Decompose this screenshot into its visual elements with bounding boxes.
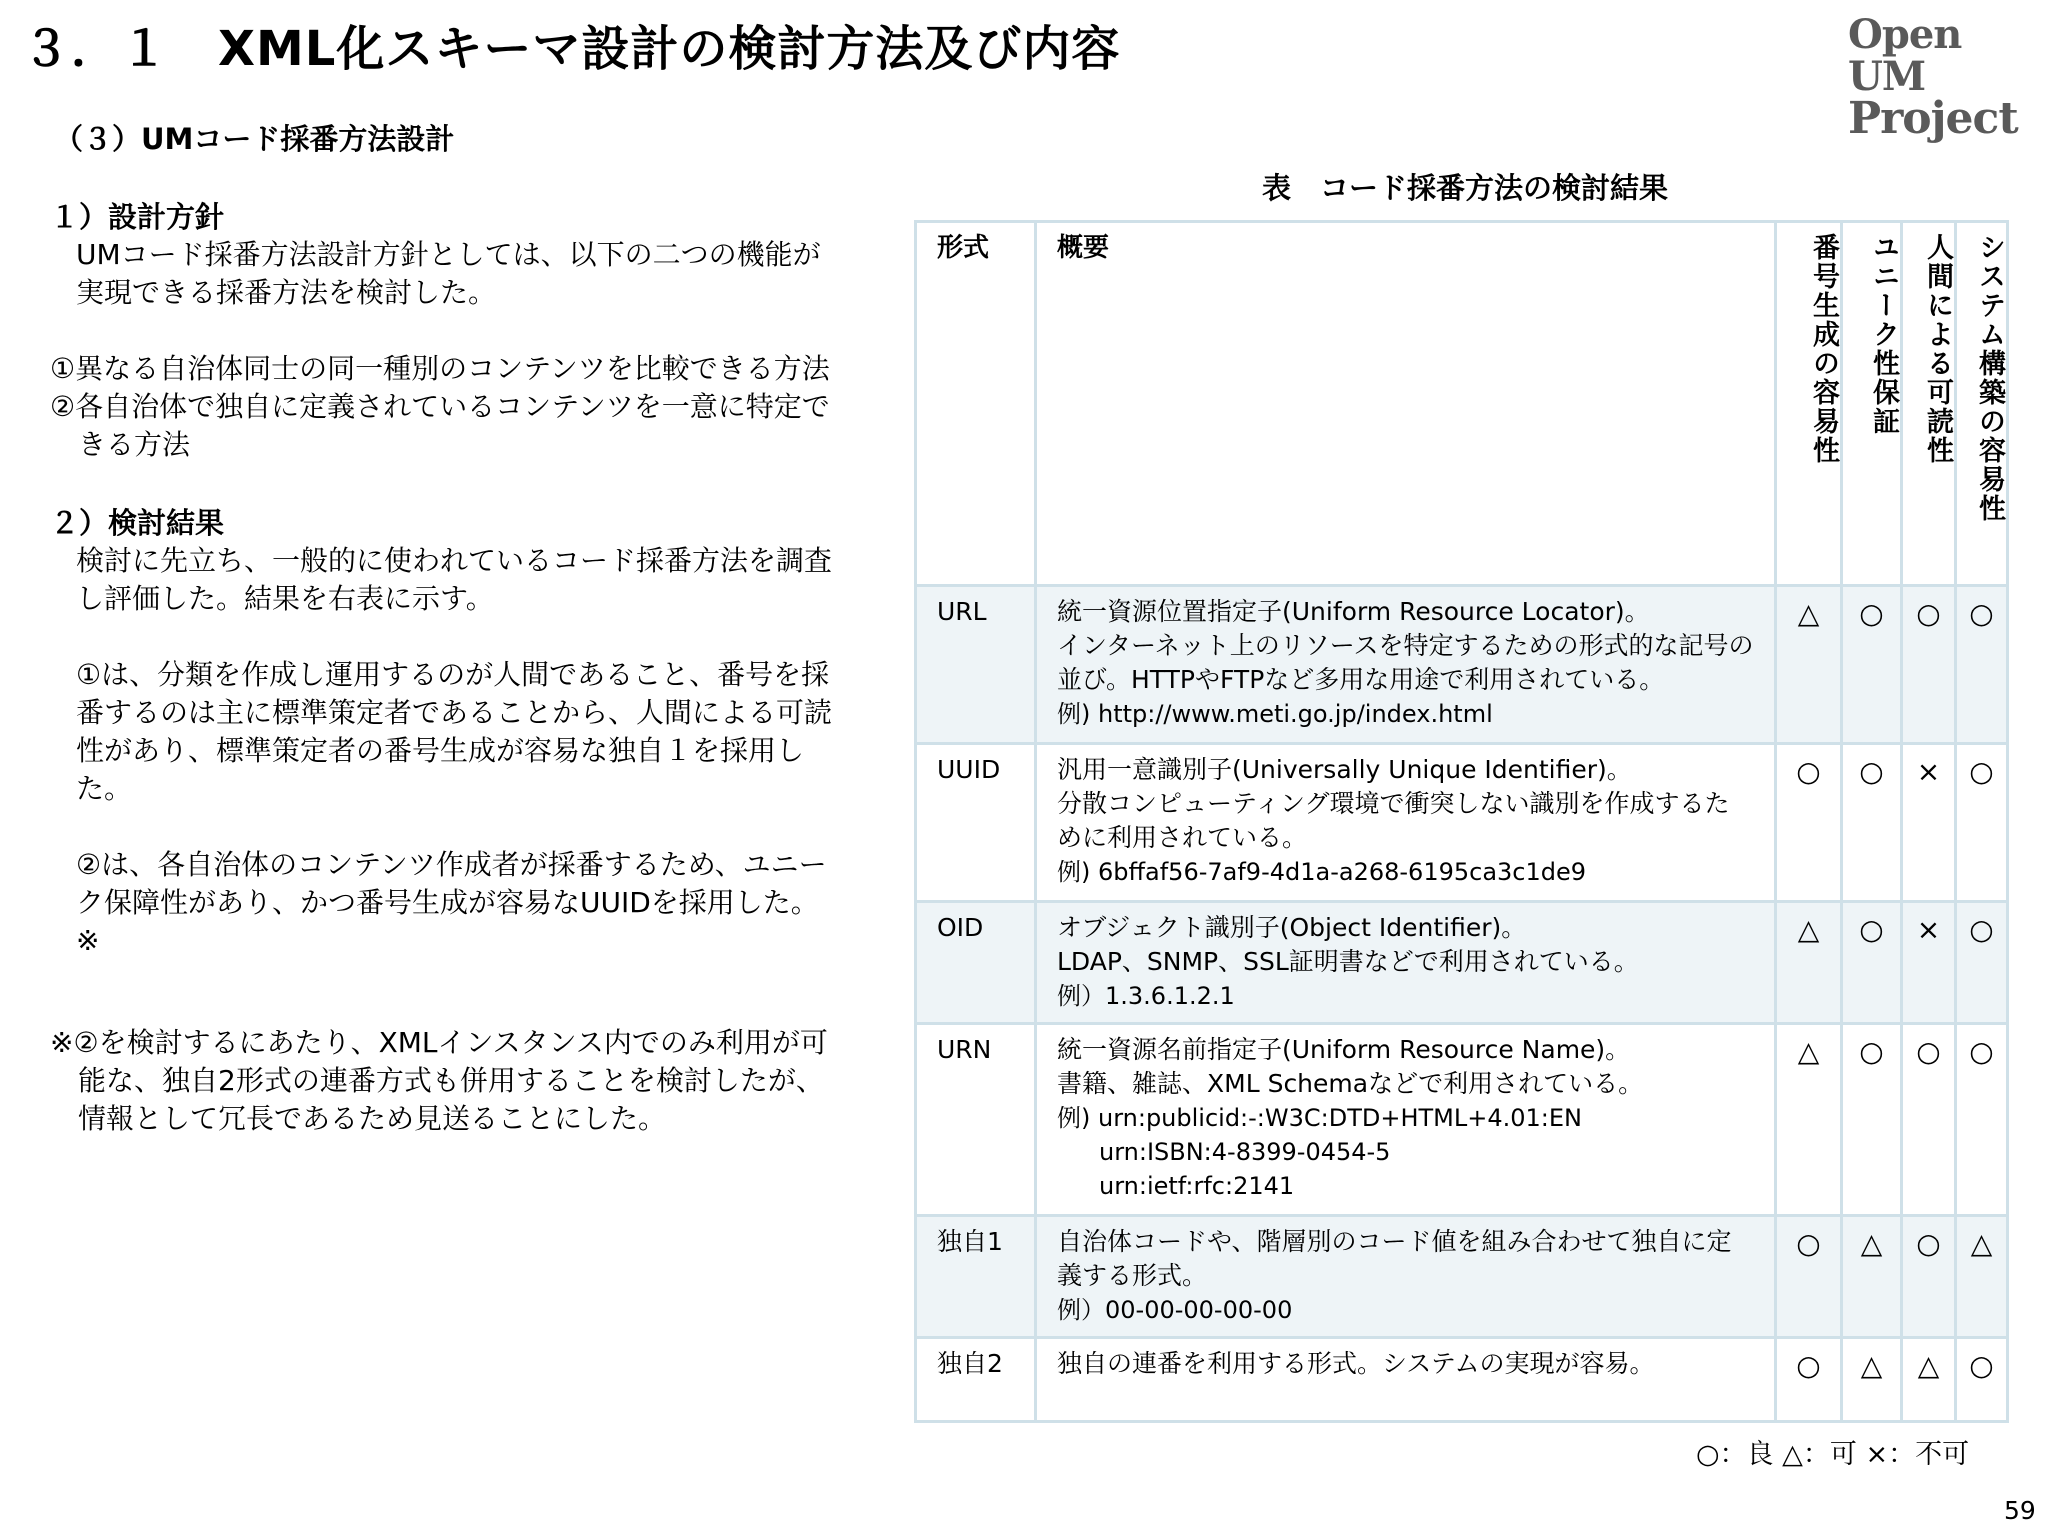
logo-line2: Project — [1848, 93, 2018, 144]
header-readability: 人間による可読性 — [1902, 222, 1956, 586]
summary-line: 統一資源位置指定子(Uniform Resource Locator)。 — [1057, 597, 1650, 626]
left-column — [50, 120, 840, 1138]
rating-mark: × — [1902, 902, 1956, 1024]
table-row — [916, 1338, 2008, 1422]
rating-mark: ○ — [1842, 1024, 1902, 1216]
example-line: 例) http://www.meti.go.jp/index.html — [1057, 700, 1493, 728]
format-cell: 独自2 — [916, 1338, 1036, 1422]
format-cell: OID — [916, 902, 1036, 1024]
rating-mark: ○ — [1902, 586, 1956, 744]
header-format: 形式 — [916, 222, 1036, 586]
summary-cell — [1036, 1024, 1776, 1216]
summary-line: 自治体コードや、階層別のコード値を組み合わせて独自に定義する形式。 — [1057, 1227, 1732, 1290]
example-line: 例）00-00-00-00-00 — [1057, 1296, 1293, 1324]
legend: ○：良 △：可 ×：不可 — [1696, 1439, 1970, 1470]
table-header-row — [916, 222, 2008, 586]
format-cell: 独自1 — [916, 1216, 1036, 1338]
summary-cell — [1036, 586, 1776, 744]
format-cell: URL — [916, 586, 1036, 744]
rating-mark: ○ — [1902, 1216, 1956, 1338]
rating-mark: ○ — [1956, 1338, 2008, 1422]
rating-mark: ○ — [1776, 1338, 1842, 1422]
rating-mark: ○ — [1956, 902, 2008, 1024]
rating-mark: △ — [1842, 1216, 1902, 1338]
rating-mark: ○ — [1956, 586, 2008, 744]
logo-line1: Open UM — [1848, 11, 1962, 100]
rating-mark: × — [1902, 744, 1956, 902]
rating-mark: △ — [1776, 586, 1842, 744]
page-number: 59 — [2004, 1496, 2036, 1525]
table-row — [916, 902, 2008, 1024]
rating-mark: ○ — [1842, 586, 1902, 744]
example-line: 例) urn:publicid:-:W3C:DTD+HTML+4.01:EN — [1057, 1104, 1582, 1132]
paragraph-1: ①は、分類を作成し運用するのが人間であること、番号を採番するのは主に標準策定者であることから、人間による可読性があり、標準策定者の番号生成が容易な独自１を採用した。 — [76, 658, 833, 805]
result-heading: ２）検討結果 — [50, 506, 225, 540]
paragraph-2: ②は、各自治体のコンテンツ作成者が採番するため、ユニーク保障性があり、かつ番号生成が容易なUUIDを採用した。※ — [76, 848, 827, 957]
section-heading: （３）UMコード採番方法設計 — [54, 122, 455, 156]
summary-line: インターネット上のリソースを特定するための形式的な記号の並び。HTTPやFTPなど多用な用途で利用されている。 — [1057, 631, 1754, 694]
summary-line: オブジェクト識別子(Object Identifier)。 — [1057, 913, 1527, 942]
item-2: ②各自治体で独自に定義されているコンテンツを一意に特定できる方法 — [50, 390, 830, 461]
example-line: urn:ISBN:4-8399-0454-5 — [1099, 1138, 1391, 1166]
summary-line: LDAP、SNMP、SSL証明書などで利用されている。 — [1057, 947, 1639, 976]
header-system-ease: システム構築の容易性 — [1956, 222, 2008, 586]
rating-mark: ○ — [1776, 1216, 1842, 1338]
table-row — [916, 586, 2008, 744]
open-um-project-logo — [1848, 11, 2038, 144]
item-1: ①異なる自治体同士の同一種別のコンテンツを比較できる方法 — [50, 352, 830, 385]
format-cell: URN — [916, 1024, 1036, 1216]
rating-mark: ○ — [1902, 1024, 1956, 1216]
footnote: ※②を検討するにあたり、XMLインスタンス内でのみ利用が可能な、独自2形式の連番方式も併用することを検討したが、情報として冗長であるため見送ることにした。 — [50, 1026, 828, 1135]
summary-line: 書籍、雑誌、XML Schemaなどで利用されている。 — [1057, 1069, 1644, 1098]
policy-heading: １）設計方針 — [50, 200, 225, 234]
table-row — [916, 1216, 2008, 1338]
summary-line: 統一資源名前指定子(Uniform Resource Name)。 — [1057, 1035, 1631, 1064]
header-summary: 概要 — [1036, 222, 1776, 586]
rating-mark: ○ — [1842, 744, 1902, 902]
rating-mark: △ — [1842, 1338, 1902, 1422]
summary-line: 汎用一意識別子(Universally Unique Identifier)。 — [1057, 755, 1632, 784]
rating-mark: △ — [1956, 1216, 2008, 1338]
rating-mark: ○ — [1842, 902, 1902, 1024]
header-uniqueness: ユニーク性保証 — [1842, 222, 1902, 586]
example-line: urn:ietf:rfc:2141 — [1099, 1172, 1295, 1200]
summary-cell — [1036, 744, 1776, 902]
policy-text: UMコード採番方法設計方針としては、以下の二つの機能が実現できる採番方法を検討した。 — [76, 238, 821, 309]
summary-line: 独自の連番を利用する形式。システムの実現が容易。 — [1057, 1349, 1655, 1378]
page-title: ３．１ XML化スキーマ設計の検討方法及び内容 — [22, 21, 1121, 77]
summary-cell — [1036, 1338, 1776, 1422]
summary-cell — [1036, 902, 1776, 1024]
rating-mark: ○ — [1956, 744, 2008, 902]
rating-mark: △ — [1776, 902, 1842, 1024]
table-caption: 表 コード採番方法の検討結果 — [1262, 171, 1669, 205]
rating-mark: △ — [1776, 1024, 1842, 1216]
rating-mark: ○ — [1776, 744, 1842, 902]
header-generation-ease: 番号生成の容易性 — [1776, 222, 1842, 586]
rating-mark: ○ — [1956, 1024, 2008, 1216]
example-line: 例) 6bffaf56-7af9-4d1a-a268-6195ca3c1de9 — [1057, 858, 1587, 886]
result-text: 検討に先立ち、一般的に使われているコード採番方法を調査し評価した。結果を右表に示す。 — [76, 544, 833, 615]
table-row — [916, 1024, 2008, 1216]
evaluation-table — [914, 220, 2009, 1423]
summary-line: 分散コンピューティング環境で衝突しない識別を作成するために利用されている。 — [1057, 789, 1730, 852]
rating-mark: △ — [1902, 1338, 1956, 1422]
example-line: 例）1.3.6.1.2.1 — [1057, 982, 1235, 1010]
summary-cell — [1036, 1216, 1776, 1338]
table-row — [916, 744, 2008, 902]
format-cell: UUID — [916, 744, 1036, 902]
